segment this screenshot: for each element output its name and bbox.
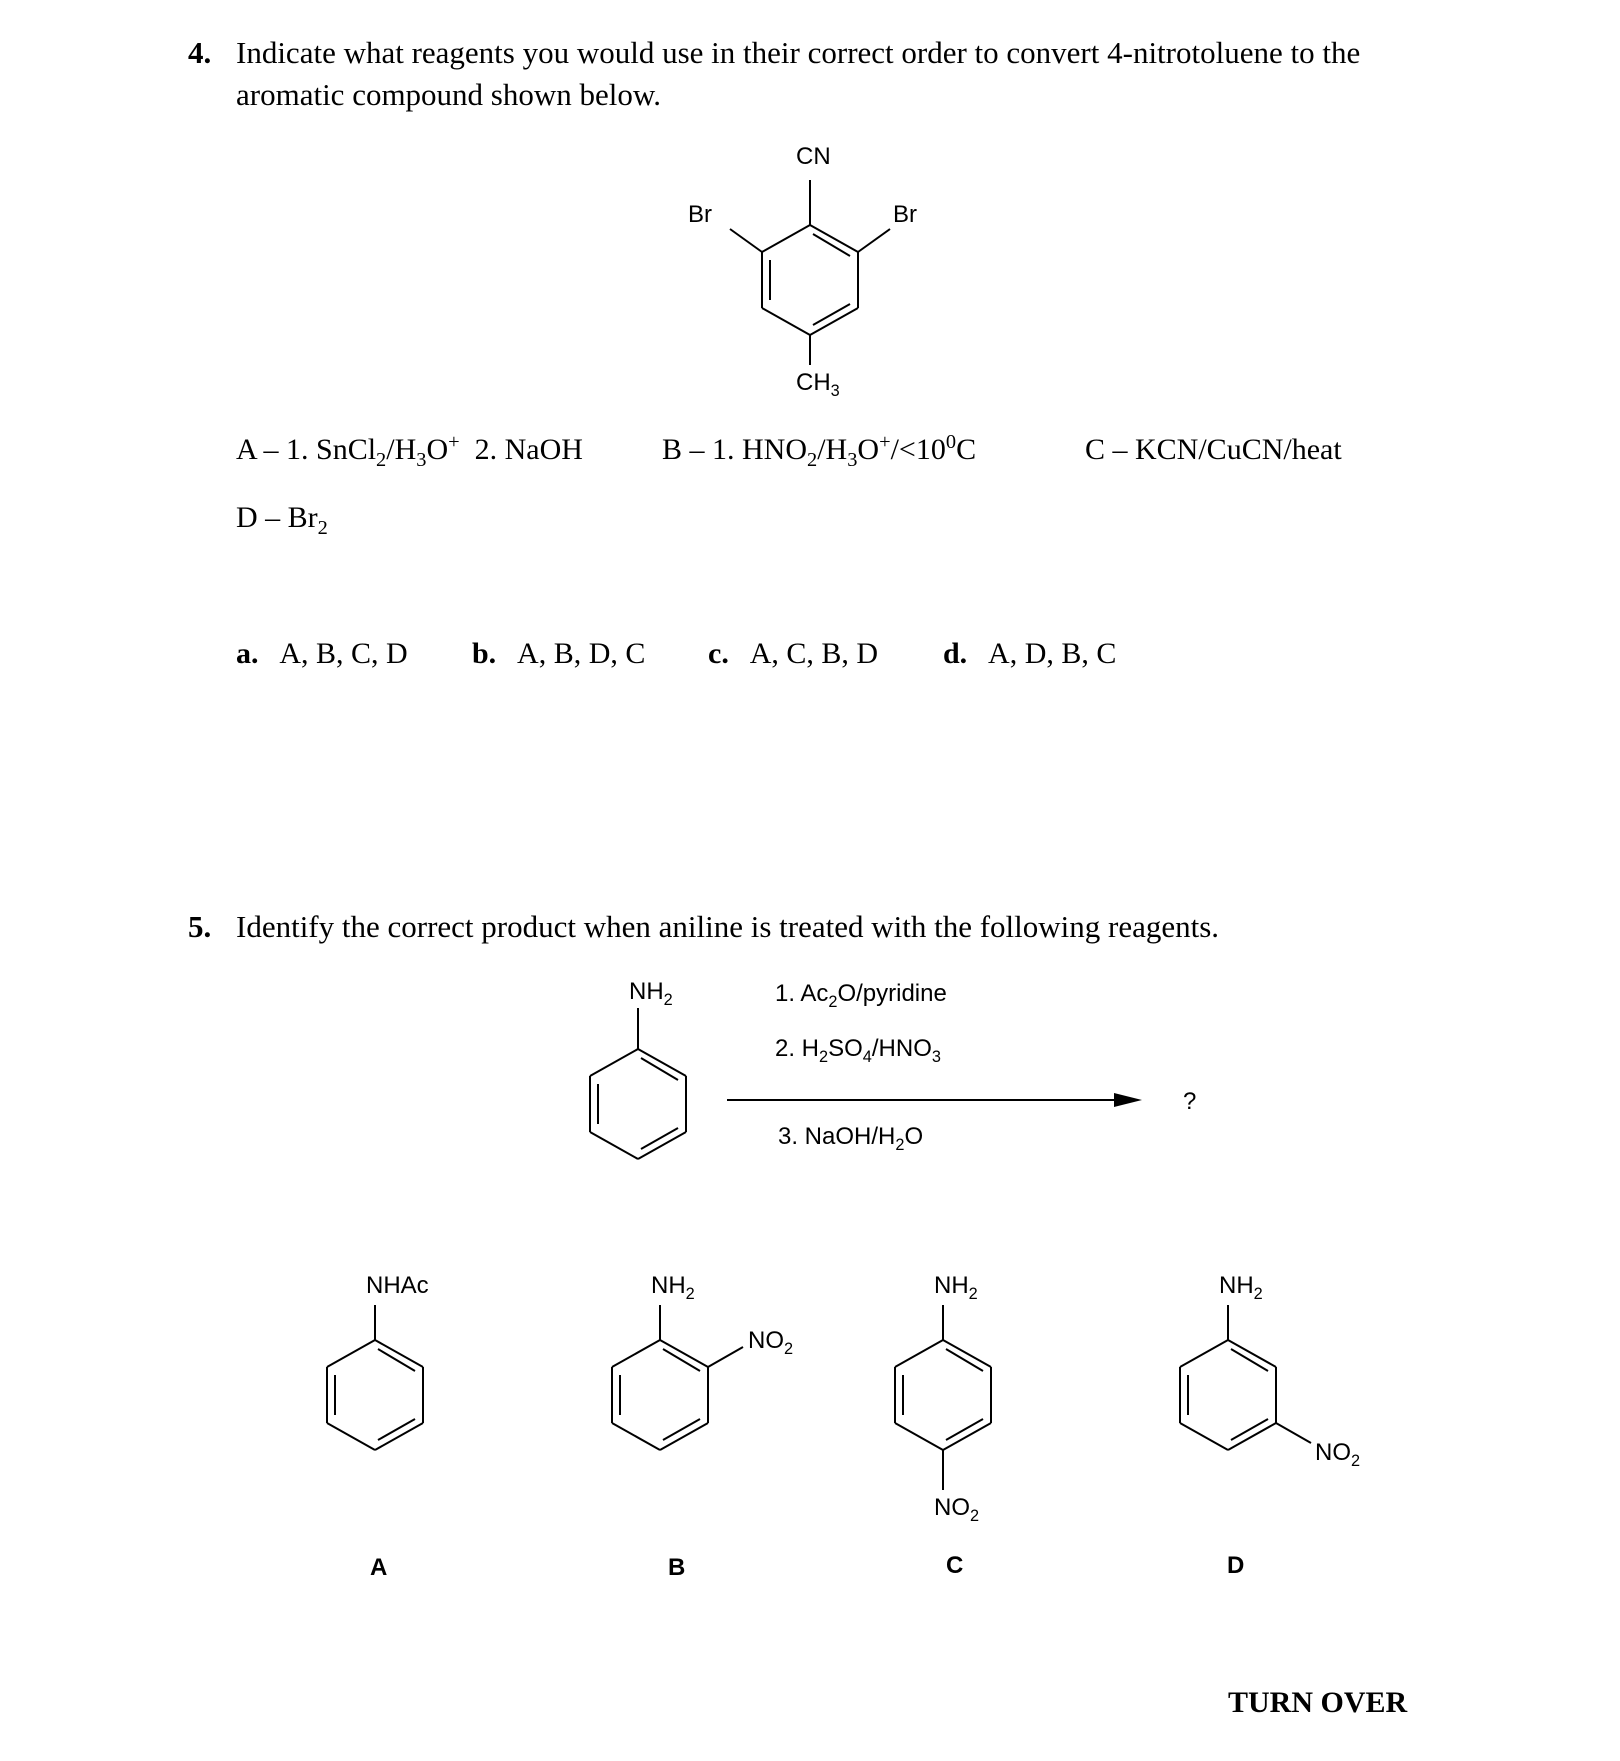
q5-option-c-top-sub: 2 <box>968 1284 978 1303</box>
q5-option-a-top-label <box>366 1272 429 1300</box>
q5-option-a-ring <box>327 1305 423 1450</box>
q4-choice-a-letter: a. <box>236 637 259 670</box>
q4-reagent-a-mid2: O <box>426 433 449 466</box>
q5-option-b-no2-main: NO <box>748 1327 784 1354</box>
q4-reagent-a-prefix: A – 1. SnCl <box>236 433 377 466</box>
q4-reagent-b-sub2: 3 <box>847 449 858 471</box>
q5-option-c-top-main: NH <box>934 1272 969 1299</box>
q4-reagent-d-sub1: 2 <box>317 517 328 539</box>
q4-reagent-a-tail: 2. NaOH <box>459 433 583 466</box>
q5-number-text: 5. <box>188 909 212 944</box>
q5-aniline-nh2-main: NH <box>629 978 664 1005</box>
q4-ch3-main: CH <box>796 369 831 396</box>
q5-option-d-top-label <box>1219 1272 1263 1303</box>
q4-choice-d-answer: A, D, B, C <box>988 637 1117 670</box>
q4-reagent-a-sub1: 2 <box>376 449 387 471</box>
q4-reagent-b-tail: C <box>956 433 977 466</box>
q5-option-d-top-main: NH <box>1219 1272 1254 1299</box>
q5-option-b-label[interactable]: B <box>668 1554 686 1581</box>
q5-option-b-top-main: NH <box>651 1272 686 1299</box>
q5-option-c-no2-label <box>934 1494 980 1525</box>
q5-option-b-top-sub: 2 <box>685 1284 695 1303</box>
q4-reagent-a-sup1: + <box>448 431 460 453</box>
turn-over-footer: TURN OVER <box>1228 1686 1408 1719</box>
q5-step-2-sub1: 2 <box>819 1047 829 1066</box>
q4-reagent-b-mid3: /<10 <box>890 433 946 466</box>
q5-option-b-top-label <box>651 1272 695 1303</box>
q4-text-line1: Indicate what reagents you would use in their correct order to convert 4-nitrotoluene to the <box>236 35 1361 70</box>
q4-choice-b-letter: b. <box>472 637 497 670</box>
q4-reagent-a-sub2: 3 <box>416 449 427 471</box>
q5-option-b-ring <box>612 1305 743 1450</box>
q5-option-a-label[interactable]: A <box>370 1554 388 1581</box>
q5-step-1-tail: O/pyridine <box>837 980 947 1007</box>
q5-option-c-no2-main: NO <box>934 1494 970 1521</box>
q5-product-placeholder: ? <box>1183 1088 1197 1115</box>
q4-br-left-label: Br <box>688 201 712 228</box>
q4-ch3-sub: 3 <box>830 381 840 400</box>
q4-number: 4. <box>188 35 212 70</box>
q4-reagent-b-mid1: /H <box>817 433 848 466</box>
q4-reagent-b-prefix: B – 1. HNO <box>662 433 808 466</box>
q4-choice-b-answer: A, B, D, C <box>517 637 646 670</box>
q4-cn-label: CN <box>796 143 831 170</box>
q5-option-b-no2-sub: 2 <box>784 1339 794 1358</box>
q5-text: Identify the correct product when aniline is treated with the following reagents. <box>236 909 1220 944</box>
q5-step-3-prefix: 3. NaOH/H <box>778 1123 896 1150</box>
q4-text-line2: aromatic compound shown below. <box>236 77 662 112</box>
q4-choice-c-answer: A, C, B, D <box>749 637 879 670</box>
q5-step-2-mid2: /HNO <box>871 1035 932 1062</box>
q5-aniline-nh2-sub: 2 <box>663 990 673 1009</box>
q5-option-d-no2-label <box>1315 1439 1361 1470</box>
q5-step-2-sub3: 3 <box>931 1047 941 1066</box>
q5-option-c-label[interactable]: C <box>946 1552 964 1579</box>
q5-option-a-top-main: NHAc <box>366 1272 429 1299</box>
q4-reagent-d-prefix: D – Br <box>236 501 318 534</box>
q5-step-3-tail: O <box>904 1123 924 1150</box>
q5-step-2-prefix: 2. H <box>775 1035 820 1062</box>
q4-choice-a-answer: A, B, C, D <box>279 637 408 670</box>
q5-step-2-sub2: 4 <box>862 1047 872 1066</box>
q4-reagent-c: C – KCN/CuCN/heat <box>1085 433 1342 466</box>
q5-option-d-no2-sub: 2 <box>1351 1451 1361 1470</box>
q4-reagent-b-mid2: O <box>857 433 880 466</box>
q5-option-d-ring <box>1180 1305 1311 1450</box>
q5-step-2-mid1: SO <box>828 1035 863 1062</box>
q4-choice-d-letter: d. <box>943 637 968 670</box>
q5-step-1-prefix: 1. Ac <box>775 980 829 1007</box>
q4-reagent-b-sup1: + <box>879 431 891 453</box>
q5-option-d-no2-main: NO <box>1315 1439 1351 1466</box>
q5-option-b-no2-label <box>748 1327 794 1358</box>
q5-option-c-no2-sub: 2 <box>970 1506 980 1525</box>
q4-reagent-b-sub1: 2 <box>807 449 818 471</box>
q5-option-c-top-label <box>934 1272 978 1303</box>
q5-step-1-sub: 2 <box>828 992 838 1011</box>
q5-option-d-label[interactable]: D <box>1227 1552 1245 1579</box>
q4-reagent-a-mid1: /H <box>386 433 417 466</box>
q4-reagent-b-sup2: 0 <box>945 431 957 453</box>
q5-step-3-sub: 2 <box>895 1135 905 1154</box>
q5-option-d-top-sub: 2 <box>1253 1284 1263 1303</box>
q4-choice-c-letter: c. <box>708 637 729 670</box>
q4-br-right-label: Br <box>893 201 917 228</box>
q5-option-c-ring <box>895 1305 991 1490</box>
